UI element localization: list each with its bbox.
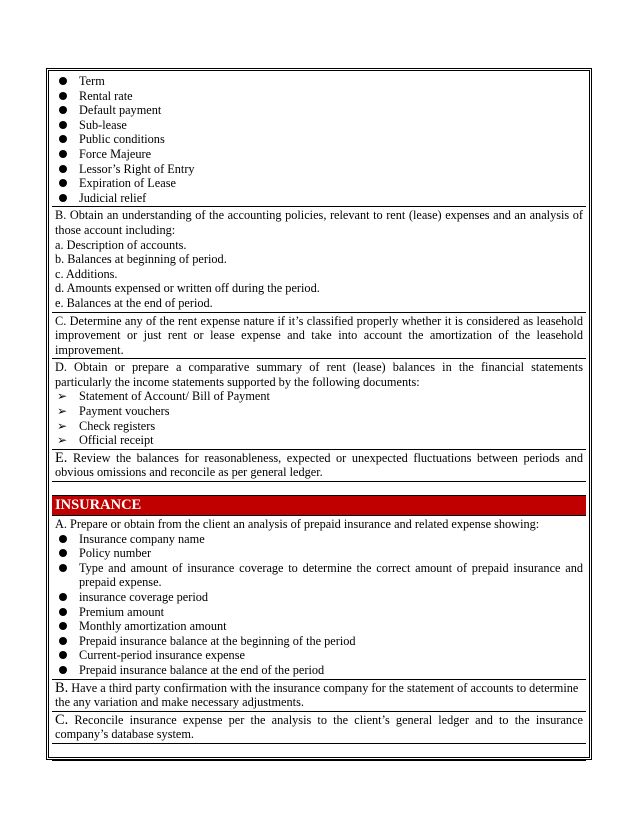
bullet-icon: [59, 637, 67, 645]
section-b-item: a. Description of accounts.: [55, 237, 187, 252]
list-item: Term: [55, 74, 583, 89]
bullet-icon: [59, 121, 67, 129]
section-d-intro: D. Obtain or prepare a comparative summary of rent (lease) balances in the financial statements particularly the income statements supported by the following documents:: [55, 360, 583, 389]
list-item: ➢ Payment vouchers: [57, 404, 170, 419]
spacer-row: [52, 482, 586, 496]
list-item: Monthly amortization amount: [55, 619, 583, 634]
list-item: Policy number: [55, 546, 583, 561]
insurance-a-cell: [52, 516, 586, 680]
bullet-icon: [59, 651, 67, 659]
arrow-bullet-icon: ➢: [57, 418, 68, 433]
section-b-item: d. Amounts expensed or written off during the period.: [55, 281, 320, 296]
list-item: ➢ Official receipt: [57, 433, 154, 448]
list-item: Judicial relief: [55, 191, 583, 206]
bullet-icon: [59, 150, 67, 158]
procedures-table: [52, 74, 586, 761]
insurance-heading: INSURANCE: [52, 496, 586, 516]
list-item: Prepaid insurance balance at the beginning of the period: [55, 634, 583, 649]
bullet-icon: [59, 92, 67, 100]
insurance-a-intro: A. Prepare or obtain from the client an analysis of prepaid insurance and related expense showing:: [55, 517, 540, 532]
section-b-cell: [52, 207, 586, 312]
list-item: Rental rate: [55, 89, 583, 104]
arrow-bullet-icon: ➢: [57, 389, 68, 404]
bullet-icon: [59, 77, 67, 85]
list-item: ➢ Statement of Account/ Bill of Payment: [57, 389, 270, 404]
list-item: Public conditions: [55, 132, 583, 147]
list-item: Default payment: [55, 103, 583, 118]
bullet-icon: [59, 179, 67, 187]
list-item: insurance coverage period: [55, 590, 583, 605]
insurance-c-letter: C.: [55, 711, 69, 728]
insurance-c-text: Reconcile insurance expense per the analysis to the client’s general ledger and to the insurance company’s database system.: [55, 712, 583, 742]
spacer-row: [52, 744, 586, 761]
insurance-analysis-list: [55, 532, 583, 678]
bullet-icon: [59, 608, 67, 616]
list-item: Lessor’s Right of Entry: [55, 162, 583, 177]
list-item: Current-period insurance expense: [55, 648, 583, 663]
section-d-cell: [52, 359, 586, 450]
list-item: Sub-lease: [55, 118, 583, 133]
bullet-icon: [59, 165, 67, 173]
list-item: Force Majeure: [55, 147, 583, 162]
section-b-item: b. Balances at beginning of period.: [55, 252, 227, 267]
bullet-icon: [59, 194, 67, 202]
arrow-bullet-icon: ➢: [57, 404, 68, 419]
supporting-documents-list: [55, 389, 583, 447]
section-b-intro: B. Obtain an understanding of the accounting policies, relevant to rent (lease) expenses and an analysis of those account including:: [55, 208, 583, 237]
bullet-icon: [59, 666, 67, 674]
list-item: ➢ Check registers: [57, 418, 156, 433]
bullet-icon: [59, 622, 67, 630]
insurance-b-text: Have a third party confirmation with the insurance company for the statement of accounts to determine the any variation and make necessary adjustments.: [55, 680, 579, 710]
bullet-icon: [59, 135, 67, 143]
section-c-cell: C. Determine any of the rent expense nature if it’s classified properly whether it is considered as leasehold improvement or just rent or lease expense and take into account the amortization of the leasehold improvement.: [52, 313, 586, 360]
bullet-icon: [59, 593, 67, 601]
list-item: Type and amount of insurance coverage to determine the correct amount of prepaid insurance and prepaid expense.: [55, 561, 583, 590]
list-item: Prepaid insurance balance at the end of the period: [55, 663, 583, 678]
lease-terms-list: [55, 74, 583, 205]
insurance-b-cell: [52, 680, 586, 712]
insurance-b-letter: B.: [55, 679, 69, 696]
arrow-bullet-icon: ➢: [57, 433, 68, 448]
section-e-text: Review the balances for reasonableness, expected or unexpected fluctuations between periods and obvious omissions and reconcile as per general ledger.: [55, 450, 583, 480]
bullet-icon: [59, 549, 67, 557]
bullet-icon: [59, 106, 67, 114]
bullet-icon: [59, 564, 67, 572]
lease-terms-cell: [52, 74, 586, 207]
list-item: Expiration of Lease: [55, 176, 583, 191]
section-e-letter: E.: [55, 449, 68, 466]
bullet-icon: [59, 535, 67, 543]
section-e-cell: [52, 450, 586, 482]
insurance-c-cell: [52, 712, 586, 744]
section-b-item: e. Balances at the end of period.: [55, 295, 213, 310]
list-item: Insurance company name: [55, 532, 583, 547]
list-item: Premium amount: [55, 605, 583, 620]
section-b-item: c. Additions.: [55, 266, 118, 281]
